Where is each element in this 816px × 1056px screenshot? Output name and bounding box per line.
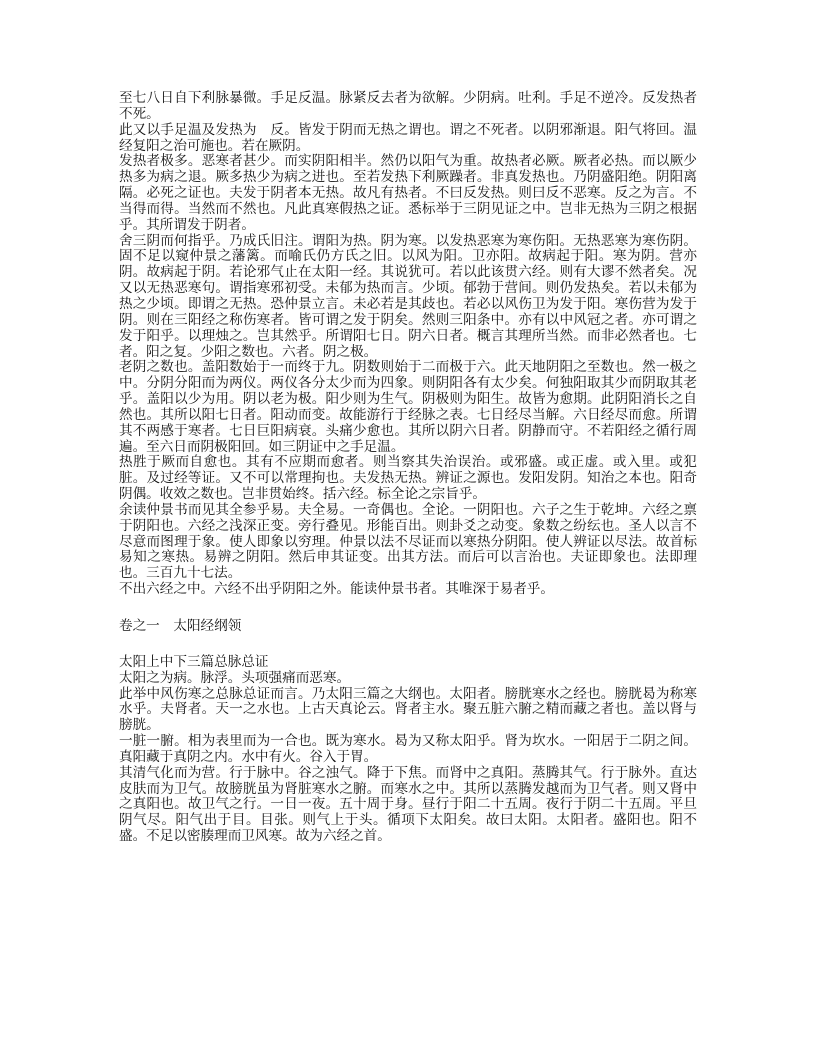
volume-heading: 卷之一 太阳经纲领	[119, 618, 242, 633]
paragraph: 其清气化而为营。行于脉中。谷之浊气。降于下焦。而肾中之真阳。蒸腾其气。行于脉外。直达皮肤而为卫气。故膀胱虽为肾脏寒水之腑。而寒水之中。其所以蒸腾发越而为卫气者。则又肾中之真阳也。故卫气之行。一日一夜。五十周于身。昼行于阳二十五周。夜行于阴二十五周。平旦阴气尽。阳气出于目。目张。则气上于头。循项下太阳矣。故曰太阳。太阳者。盛阳也。阳不盛。不足以密腠理而卫风寒。故为六经之首。	[119, 764, 697, 844]
paragraph: 舍三阴而何指乎。乃成氏旧注。谓阳为热。阴为寒。以发热恶寒为寒伤阳。无热恶寒为寒伤阴。固不足以窥仲景之藩篱。而喻氏仍方氏之旧。以风为阳。卫亦阳。故病起于阳。寒为阴。营亦阴。故病起于阴。若论邪气止在太阳一经。其说犹可。若以此该贯六经。则有大谬不然者矣。况又以无热恶寒句。谓指寒邪初受。未郁为热而言。少顷。郁勃于营间。则仍发热矣。若以未郁为热之少顷。即谓之无热。恐仲景立言。未必若是其歧也。若必以风伤卫为发于阳。寒伤营为发于阴。则在三阳经之称伤寒者。皆可谓之发于阴矣。然则三阳条中。亦有以中风冠之者。亦可谓之发于阳乎。以理烛之。岂其然乎。所谓阳七日。阴六日者。概言其理所当然。而非必然者也。七者。阳之复。少阳之数也。六者。阴之极。	[119, 232, 697, 359]
paragraph: 发热者极多。恶寒者甚少。而实阴阳相半。然仍以阳气为重。故热者必厥。厥者必热。而以厥少热多为病之退。厥多热少为病之进也。至若发热下利厥躁者。非真发热也。乃阴盛阳绝。阴阳离隔。必死之证也。夫发于阴者本无热。故凡有热者。不曰反发热。则曰反不恶寒。反之为言。不当得而得。当然而不然也。凡此真寒假热之证。悉标举于三阴见证之中。岂非无热为三阴之根据乎。其所谓发于阴者。	[119, 153, 697, 232]
subsection-heading: 太阳上中下三篇总脉总证	[119, 653, 269, 669]
paragraph: 至七八日自下利脉暴微。手足反温。脉紧反去者为欲解。少阴病。吐利。手足不逆冷。反发热者不死。	[119, 90, 697, 121]
canon-line: 太阳之为病。脉浮。头项强痛而恶寒。	[119, 669, 351, 685]
paragraph: 此又以手足温及发热为 反。皆发于阴而无热之谓也。谓之不死者。以阴邪渐退。阳气将回。温经复阳之治可施也。若在厥阴。	[119, 121, 697, 153]
paragraph: 老阴之数也。盖阳数始于一而终于九。阴数则始于二而极于六。此天地阴阳之至数也。然一极之中。分阴分阳而为两仪。两仪各分太少而为四象。则阴阳各有太少矣。何独阳取其少而阴取其老乎。盖阳以少为用。阴以老为极。阳少则为生气。阴极则为阳生。故皆为愈期。此阴阳消长之自然也。其所以阳七日者。阳动而变。故能游行于经脉之表。七日经尽当解。六日经尽而愈。所谓其不两感于寒者。七日巨阳病衰。头痛少愈也。其所以阴六日者。阴静而守。不若阳经之循行周遍。至六日而阴极阳回。如三阴证中之手足温。	[119, 359, 697, 454]
paragraph: 余读仲景书而见其全参乎易。夫全易。一奇偶也。全论。一阴阳也。六子之生于乾坤。六经之禀于阴阳也。六经之浅深正变。旁行叠见。形能百出。则卦爻之动变。象数之纷纭也。圣人以言不尽意而图理于象。使人即象以穷理。仲景以法不尽证而以寒热分阴阳。使人辨证以尽法。故首标易知之寒热。易辨之阴阳。然后申其证变。出其方法。而后可以言治也。夫证即象也。法即理也。三百九十七法。	[119, 501, 697, 581]
paragraph: 一脏一腑。相为表里而为一合也。既为寒水。曷为又称太阳乎。肾为坎水。一阳居于二阴之间。真阳藏于真阴之内。水中有火。谷入于胃。	[119, 733, 697, 764]
paragraph: 此举中风伤寒之总脉总证而言。乃太阳三篇之大纲也。太阳者。膀胱寒水之经也。膀胱曷为称寒水乎。夫肾者。天一之水也。上古天真论云。肾者主水。聚五脏六腑之精而藏之者也。盖以肾与膀胱。	[119, 685, 697, 733]
text-column	[119, 90, 697, 844]
paragraph: 不出六经之中。六经不出乎阴阳之外。能读仲景书者。其唯深于易者乎。	[119, 581, 554, 597]
paragraph: 热胜于厥而自愈也。其有不应期而愈者。则当察其失治误治。或邪盛。或正虚。或入里。或犯脏。及过经等证。又不可以常理拘也。夫发热无热。辨证之源也。发阳发阴。知治之本也。阳奇阴偶。收效之数也。岂非贯始终。括六经。标全论之宗旨乎。	[119, 454, 697, 502]
